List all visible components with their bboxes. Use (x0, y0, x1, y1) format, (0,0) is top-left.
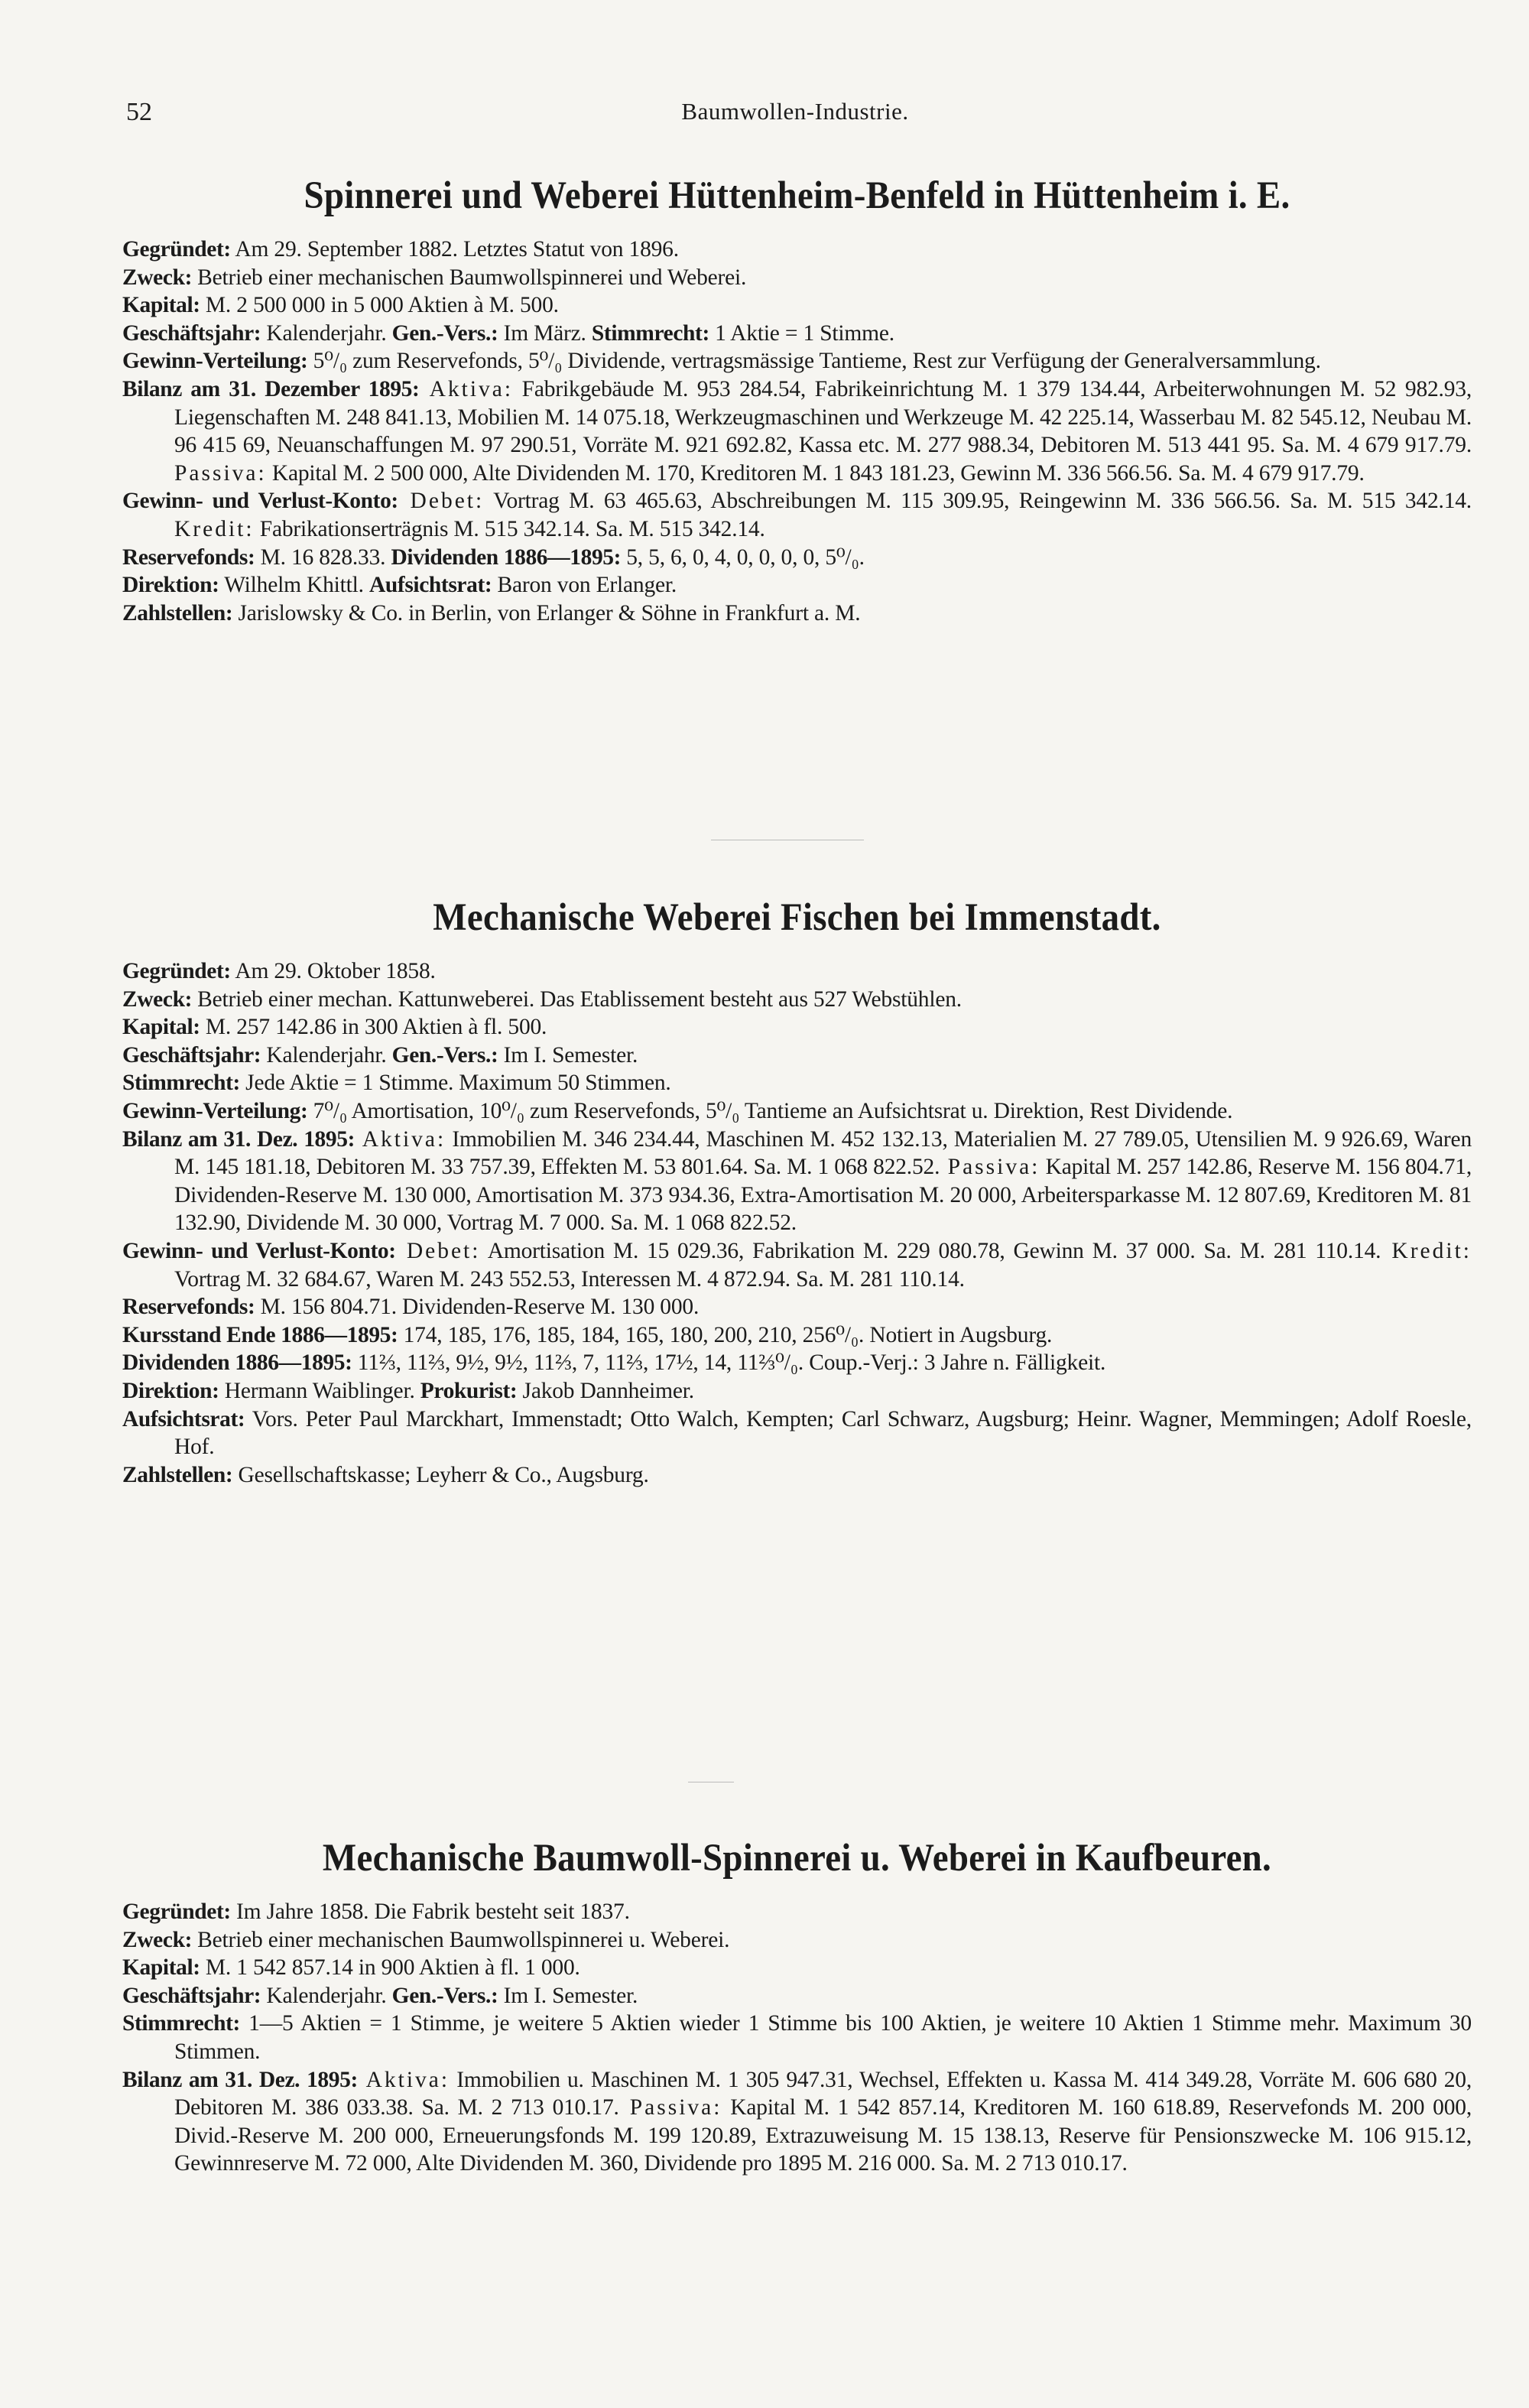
field-label: Gewinn- und Verlust-Konto: (122, 1238, 396, 1263)
account-side-label: Aktiva: (419, 376, 514, 401)
field-value: Kapital M. 257 142.86, Reserve M. 156 804.71, Dividenden-Reserve M. 130 000, Amortisation M. 373 934.36, Extra-Amortisation M. 20 000, Arbeitersparkasse M. 12 807.69, Kreditoren M. 81 132.90, Dividende M. 30 000, Vortrag M. 7 000. Sa. M. 1 068 822.52. (174, 1155, 1472, 1236)
field-label: Bilanz am 31. Dez. 1895: (122, 2067, 358, 2092)
field-value: 174, 185, 176, 185, 184, 165, 180, 200, 210, 256⁰/₀. Notiert in Augsburg. (398, 1322, 1053, 1347)
field-label: Kapital: (122, 293, 200, 318)
account-side-label: Debet: (395, 1238, 481, 1263)
field-value: Am 29. September 1882. Letztes Statut von 1896. (230, 237, 679, 262)
field-value: Hermann Waiblinger. (219, 1378, 420, 1403)
field-value: Im März. (498, 320, 592, 346)
field-label: Kapital: (122, 1955, 200, 1981)
field-value: M. 2 500 000 in 5 000 Aktien à M. 500. (200, 293, 559, 318)
entry-paragraph (122, 571, 1472, 600)
field-value: Im I. Semester. (498, 1983, 638, 2008)
account-side-label: Passiva: (940, 1155, 1040, 1180)
field-value: Kalenderjahr. (261, 1042, 392, 1068)
entry-paragraph (122, 1405, 1472, 1461)
field-value: Kalenderjahr. (261, 320, 392, 346)
entry-paragraph (122, 1954, 1472, 1982)
field-value: Am 29. Oktober 1858. (230, 959, 436, 983)
entry-paragraph (122, 1042, 1472, 1070)
field-label: Gen.-Vers.: (391, 320, 498, 346)
field-label: Gewinn-Verteilung: (122, 1098, 308, 1123)
field-label: Geschäftsjahr: (122, 320, 261, 346)
field-label: Gegründet: (122, 1899, 231, 1924)
field-value: Immobilien u. Maschinen M. 1 305 947.31, Wechsel, Effekten u. Kassa M. 414 349.28, Vorräte M. 606 680 20, Debitoren M. 386 033.38. Sa. M. 2 713 010.17. (174, 2067, 1472, 2120)
field-label: Bilanz am 31. Dez. 1895: (122, 1126, 355, 1152)
account-side-label: Passiva: (618, 2095, 722, 2120)
field-value: Amortisation M. 15 029.36, Fabrikation M. 229 080.78, Gewinn M. 37 000. Sa. M. 281 110.14. (480, 1238, 1381, 1263)
field-label: Gewinn- und Verlust-Konto: (122, 489, 398, 514)
entry-paragraph (122, 1126, 1472, 1237)
entry-paragraph (122, 1293, 1472, 1321)
field-label: Gen.-Vers.: (391, 1042, 498, 1068)
entry-paragraph (122, 600, 1472, 628)
field-value: Immobilien M. 346 234.44, Maschinen M. 452 132.13, Materialien M. 27 789.05, Utensilien M. 9 926.69, Waren M. 145 181.18, Debitoren M. 33 757.39, Effekten M. 53 801.64. Sa. M. 1 068 822.52. (174, 1126, 1472, 1180)
field-value: Kalenderjahr. (261, 1983, 392, 2008)
entry-paragraph (122, 1013, 1472, 1042)
section-title: Mechanische Baumwoll-Spinnerei u. Weberei in Kaufbeuren. (322, 1837, 1272, 1880)
field-label: Aufsichtsrat: (122, 1406, 245, 1431)
field-label: Zahlstellen: (122, 1462, 233, 1487)
field-label: Reservefonds: (122, 1295, 255, 1320)
section-title: Spinnerei und Weberei Hüttenheim-Benfeld in Hüttenheim i. E. (304, 174, 1290, 217)
field-value: 1—5 Aktien = 1 Stimme, je weitere 5 Aktien wieder 1 Stimme bis 100 Aktien, je weitere 10 Aktien 1 Stimme mehr. Maximum 30 Stimmen. (174, 2011, 1472, 2064)
entry-paragraph (122, 1349, 1472, 1377)
field-label: Gegründet: (122, 237, 231, 262)
field-value: Vortrag M. 63 465.63, Abschreibungen M. 115 309.95, Reingewinn M. 336 566.56. Sa. M. 515 342.14. (484, 489, 1472, 514)
company-entry-fischen (122, 895, 1472, 1489)
entry-paragraph (122, 1982, 1472, 2010)
field-label: Zweck: (122, 986, 192, 1012)
field-label: Geschäftsjahr: (122, 1042, 261, 1068)
field-value: M. 16 828.33. (255, 544, 391, 570)
field-value: 5, 5, 6, 0, 4, 0, 0, 0, 0, 5⁰/₀. (621, 544, 865, 570)
page-number: 52 (126, 98, 152, 126)
field-value: Betrieb einer mechanischen Baumwollspinnerei und Weberei. (192, 265, 747, 290)
field-label: Gen.-Vers.: (391, 1983, 498, 2008)
field-value: Jede Aktie = 1 Stimme. Maximum 50 Stimmen. (239, 1071, 671, 1096)
field-label: Kursstand Ende 1886—1895: (122, 1322, 398, 1347)
entry-paragraph (122, 1461, 1472, 1490)
field-value: Gesellschaftskasse; Leyherr & Co., Augsburg. (232, 1462, 649, 1487)
field-label: Prokurist: (420, 1378, 518, 1403)
field-value: Betrieb einer mechan. Kattunweberei. Das Etablissement besteht aus 527 Webstühlen. (192, 986, 962, 1012)
field-label: Zweck: (122, 265, 192, 290)
field-value: 7⁰/₀ Amortisation, 10⁰/₀ zum Reservefonds, 5⁰/₀ Tantieme an Aufsichtsrat u. Direktion, Rest Dividende. (307, 1098, 1233, 1123)
field-value: Kapital M. 2 500 000, Alte Dividenden M. 170, Kreditoren M. 1 843 181.23, Gewinn M. 336 566.56. Sa. M. 4 679 917.79. (266, 460, 1365, 486)
entry-paragraph (122, 544, 1472, 572)
entry-paragraph (122, 2010, 1472, 2065)
running-title: Baumwollen-Industrie. (681, 98, 909, 125)
entry-paragraph (122, 1237, 1472, 1293)
entry-paragraph (122, 264, 1472, 292)
entry-paragraph (122, 1097, 1472, 1126)
entry-paragraph (122, 236, 1472, 264)
field-value: Vortrag M. 32 684.67, Waren M. 243 552.53, Interessen M. 4 872.94. Sa. M. 281 110.14. (174, 1266, 965, 1292)
field-label: Bilanz am 31. Dezember 1895: (122, 376, 420, 401)
field-label: Gewinn-Verteilung: (122, 349, 308, 374)
entry-paragraph (122, 375, 1472, 487)
field-label: Direktion: (122, 1378, 219, 1403)
field-label: Stimmrecht: (591, 320, 709, 346)
field-value: M. 1 542 857.14 in 900 Aktien à fl. 1 000. (200, 1955, 580, 1981)
field-label: Reservefonds: (122, 544, 255, 570)
field-label: Stimmrecht: (122, 1071, 240, 1096)
field-label: Zahlstellen: (122, 600, 233, 626)
entry-paragraph (122, 1377, 1472, 1405)
field-label: Kapital: (122, 1015, 200, 1040)
field-label: Zweck: (122, 1927, 192, 1952)
field-value: M. 156 804.71. Dividenden-Reserve M. 130 000. (255, 1295, 700, 1320)
company-entry-huettenheim (122, 173, 1472, 627)
field-label: Geschäftsjahr: (122, 1983, 261, 2008)
field-value: 5⁰/₀ zum Reservefonds, 5⁰/₀ Dividende, vertragsmässige Tantieme, Rest zur Verfügung der Generalversammlung. (307, 349, 1321, 374)
field-value: Jarislowsky & Co. in Berlin, von Erlanger & Söhne in Frankfurt a. M. (232, 600, 861, 626)
field-label: Stimmrecht: (122, 2011, 240, 2036)
field-label: Dividenden 1886—1895: (391, 544, 622, 570)
field-value: Betrieb einer mechanischen Baumwollspinnerei u. Weberei. (192, 1927, 730, 1952)
entry-paragraph (122, 957, 1472, 986)
field-value: M. 257 142.86 in 300 Aktien à fl. 500. (200, 1015, 547, 1040)
company-entry-kaufbeuren (122, 1835, 1472, 2178)
account-side-label: Kredit: (1381, 1238, 1472, 1263)
entry-paragraph (122, 986, 1472, 1014)
entry-paragraph (122, 1898, 1472, 1926)
field-value: Fabrikgebäude M. 953 284.54, Fabrikeinrichtung M. 1 379 134.44, Arbeiterwohnungen M. 52 982.93, Liegenschaften M. 248 841.13, Mobilien M. 14 075.18, Werkzeugmaschinen und Werkzeuge M. 42 225.14, Wasserbau M. 82 545.12, Neubau M. 96 415 69, Neuanschaffungen M. 97 290.51, Vorräte M. 921 692.82, Kassa etc. M. 277 988.34, Debitoren M. 513 441 95. Sa. M. 4 679 917.79. (174, 376, 1472, 458)
field-value: Baron von Erlanger. (492, 573, 677, 598)
account-side-label: Aktiva: (357, 2067, 450, 2092)
entry-paragraph (122, 1069, 1472, 1097)
field-label: Aufsichtsrat: (369, 573, 492, 598)
field-value: Kapital M. 1 542 857.14, Kreditoren M. 160 618.89, Reservefonds M. 200 000, Divid.-Reserve M. 200 000, Erneuerungsfonds M. 199 120.89, Extrazuweisung M. 15 138.13, Reserve für Pensionszwecke M. 106 915.12, Gewinnreserve M. 72 000, Alte Dividenden M. 360, Dividende pro 1895 M. 216 000. Sa. M. 2 713 010.17. (174, 2095, 1472, 2176)
account-side-label: Passiva: (174, 460, 267, 486)
field-value: Im I. Semester. (498, 1042, 638, 1068)
field-value: Wilhelm Khittl. (219, 573, 370, 598)
field-value: 1 Aktie = 1 Stimme. (709, 320, 894, 346)
entry-paragraph (122, 2066, 1472, 2178)
field-value: Im Jahre 1858. Die Fabrik besteht seit 1837. (230, 1899, 630, 1924)
section-title: Mechanische Weberei Fischen bei Immenstadt. (433, 896, 1161, 939)
entry-paragraph (122, 1926, 1472, 1955)
entry-paragraph (122, 487, 1472, 543)
field-label: Direktion: (122, 573, 219, 598)
page-header (126, 98, 1464, 128)
account-side-label: Debet: (398, 489, 485, 514)
field-value: 11⅔, 11⅔, 9½, 9½, 11⅔, 7, 11⅔, 17½, 14, 11⅔⁰/₀. Coup.-Verj.: 3 Jahre n. Fälligkeit. (352, 1350, 1106, 1376)
account-side-label: Aktiva: (355, 1126, 446, 1152)
entry-paragraph (122, 320, 1472, 348)
field-value: Jakob Dannheimer. (517, 1378, 694, 1403)
field-value: Vors. Peter Paul Marckhart, Immenstadt; Otto Walch, Kempten; Carl Schwarz, Augsburg; Heinr. Wagner, Memmingen; Adolf Roesle, Hof. (174, 1406, 1472, 1460)
entry-paragraph (122, 1321, 1472, 1350)
entry-paragraph (122, 347, 1472, 375)
field-label: Gegründet: (122, 959, 231, 983)
entry-paragraph (122, 291, 1472, 320)
field-label: Dividenden 1886—1895: (122, 1350, 352, 1376)
account-side-label: Kredit: (174, 516, 255, 541)
field-value: Fabrikationserträgnis M. 515 342.14. Sa. M. 515 342.14. (254, 516, 765, 541)
